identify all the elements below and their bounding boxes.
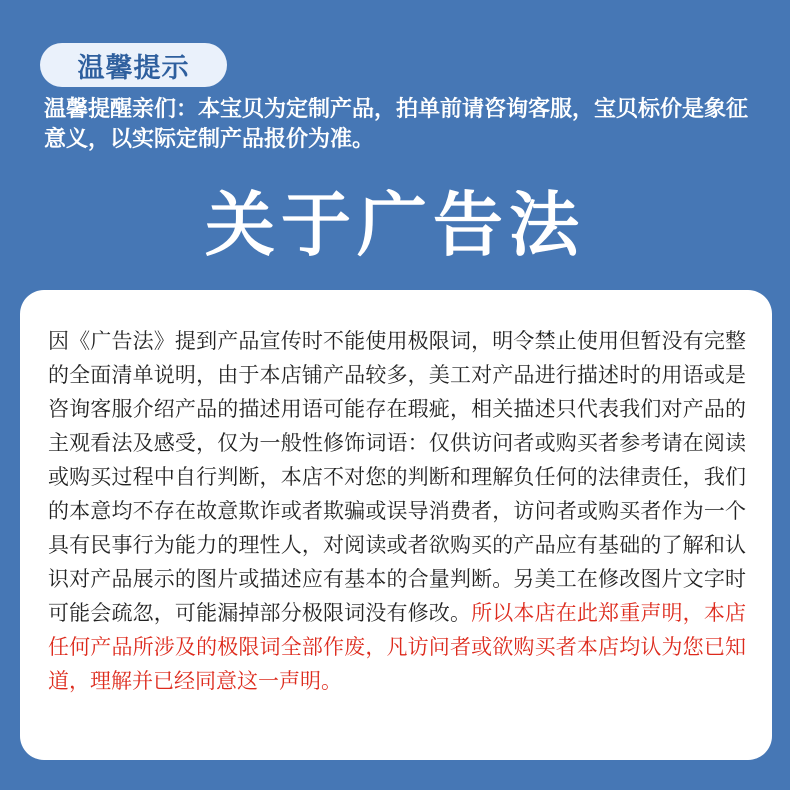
disclaimer-main-text: 因《广告法》提到产品宣传时不能使用极限词，明令禁止使用但暂没有完整的全面清单说明，由于本店铺产品较多，美工对产品进行描述时的用语或是咨询客服介绍产品的描述用语可能存在瑕疵，相关描述只代表我们对产品的主观看法及感受，仅为一般性修饰词语：仅供访问者或购买者参考请在阅读或购买过程中自行判断，本店不对您的判断和理解负任何的法律责任，我们的本意均不存在故意欺诈或者欺骗或误导消费者，访问者或购买者作为一个具有民事行为能力的理性人，对阅读或者欲购买的产品应有基础的了解和认识对产品展示的图片或描述应有基本的合量判断。另美工在修改图片文字时可能会疏忽，可能漏掉部分极限词没有修改。 [48, 329, 746, 625]
tip-badge-label: 温馨提示 [77, 52, 190, 84]
disclaimer-card [20, 290, 772, 760]
disclaimer-body [48, 324, 746, 698]
notice-text: 温馨提醒亲们：本宝贝为定制产品，拍单前请咨询客服，宝贝标价是象征意义，以实际定制产品报价为准。 [44, 97, 749, 152]
tip-badge [40, 43, 227, 87]
page-title: 关于广告法 [205, 184, 585, 266]
disclaimer-highlight-text: 所以本店在此郑重声明，本店任何产品所涉及的极限词全部作废，凡访问者或欲购买者本店均认为您已知道，理解并已经同意这一声明。 [48, 601, 746, 693]
